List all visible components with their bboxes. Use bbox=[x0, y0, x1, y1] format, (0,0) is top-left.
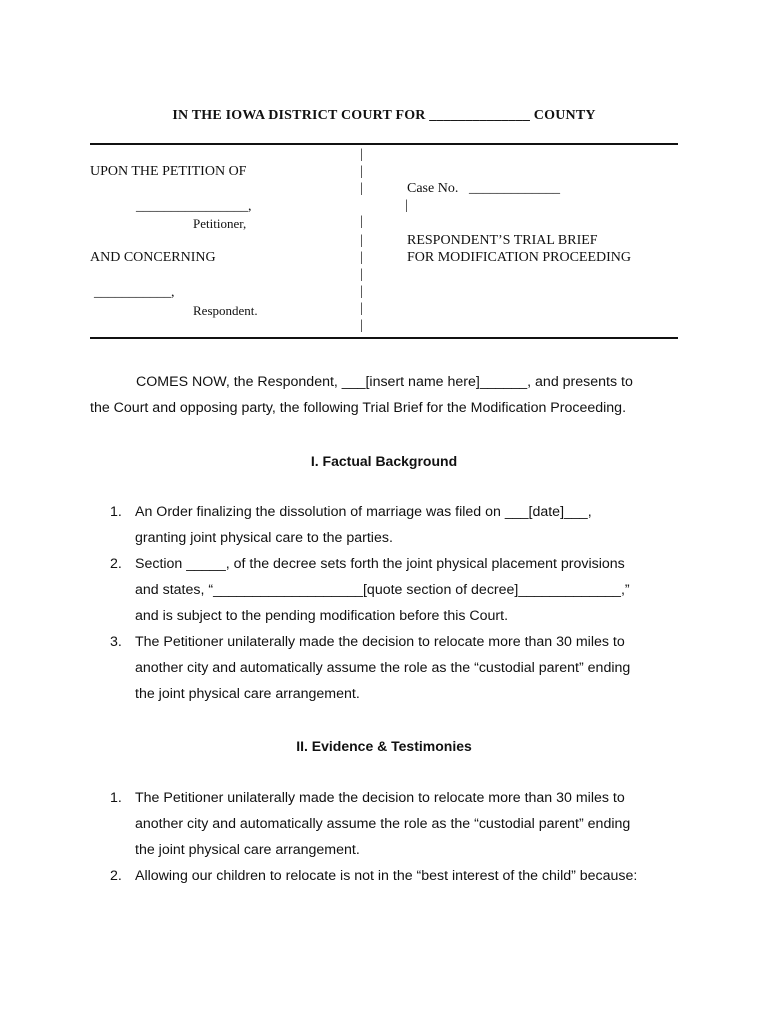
case-number-label: Case No. bbox=[407, 181, 459, 196]
list-item bbox=[90, 629, 680, 707]
list-item-line: Section _____, of the decree sets forth the joint physical placement provisions bbox=[135, 556, 625, 572]
list-item-line: another city and automatically assume the role as the “custodial parent” ending bbox=[135, 660, 631, 676]
list-item-number: 2. bbox=[110, 556, 122, 572]
respondent-name-blank: ___________, bbox=[94, 285, 175, 300]
list-item-line: An Order finalizing the dissolution of marriage was filed on ___[date]___, bbox=[135, 504, 592, 520]
caption-divider: | bbox=[360, 301, 363, 316]
caption-divider: | bbox=[360, 181, 363, 196]
caption-divider: | bbox=[360, 318, 363, 333]
list-item-line: The Petitioner unilaterally made the decision to relocate more than 30 miles to bbox=[135, 790, 625, 806]
caption-divider: | bbox=[360, 267, 363, 282]
list-item-number: 1. bbox=[110, 504, 122, 520]
petitioner-name-blank: ________________, bbox=[136, 199, 252, 214]
list-item-line: and is subject to the pending modification before this Court. bbox=[135, 608, 509, 624]
section-2-list bbox=[90, 785, 680, 889]
list-item bbox=[90, 785, 680, 863]
intro-line-2: the Court and opposing party, the following Trial Brief for the Modification Proceeding. bbox=[90, 400, 627, 416]
list-item-line: The Petitioner unilaterally made the decision to relocate more than 30 miles to bbox=[135, 634, 625, 650]
caption-divider: | bbox=[360, 233, 363, 248]
list-item-number: 1. bbox=[110, 790, 122, 806]
list-item-number: 3. bbox=[110, 634, 122, 650]
section-2-heading: II. Evidence & Testimonies bbox=[296, 738, 472, 754]
and-concerning-label: AND CONCERNING bbox=[90, 250, 216, 265]
brief-title-line-1: RESPONDENT’S TRIAL BRIEF bbox=[407, 233, 598, 248]
intro-line-1: COMES NOW, the Respondent, ___[insert name here]______, and presents to bbox=[136, 374, 633, 390]
petition-of-label: UPON THE PETITION OF bbox=[90, 164, 247, 179]
list-item-line: the joint physical care arrangement. bbox=[135, 686, 360, 702]
list-item-line: the joint physical care arrangement. bbox=[135, 842, 360, 858]
caption-divider: | bbox=[360, 164, 363, 179]
section-1-heading: I. Factual Background bbox=[310, 453, 458, 469]
caption-divider: | bbox=[360, 147, 363, 162]
caption-divider: | bbox=[360, 214, 363, 229]
caption-bottom-rule bbox=[90, 337, 678, 339]
section-1-list bbox=[90, 499, 680, 707]
list-item bbox=[90, 863, 680, 889]
case-number-divider: | bbox=[405, 198, 408, 213]
list-item-line: and states, “___________________[quote section of decree]_____________,” bbox=[135, 582, 630, 598]
case-number-blank: _____________ bbox=[469, 181, 560, 196]
list-item-number: 2. bbox=[110, 868, 122, 884]
petitioner-label: Petitioner, bbox=[193, 216, 247, 231]
brief-title-line-2: FOR MODIFICATION PROCEEDING bbox=[407, 250, 632, 265]
list-item bbox=[90, 551, 680, 629]
respondent-label: Respondent. bbox=[193, 303, 258, 318]
list-item-line: another city and automatically assume the role as the “custodial parent” ending bbox=[135, 816, 631, 832]
court-title: IN THE IOWA DISTRICT COURT FOR ______________ COUNTY bbox=[172, 108, 596, 123]
caption-top-rule bbox=[90, 143, 678, 145]
list-item-line: Allowing our children to relocate is not in the “best interest of the child” because: bbox=[135, 868, 638, 884]
list-item-line: granting joint physical care to the parties. bbox=[135, 530, 393, 546]
list-item bbox=[90, 499, 680, 551]
caption-divider: | bbox=[360, 284, 363, 299]
caption-divider: | bbox=[360, 250, 363, 265]
